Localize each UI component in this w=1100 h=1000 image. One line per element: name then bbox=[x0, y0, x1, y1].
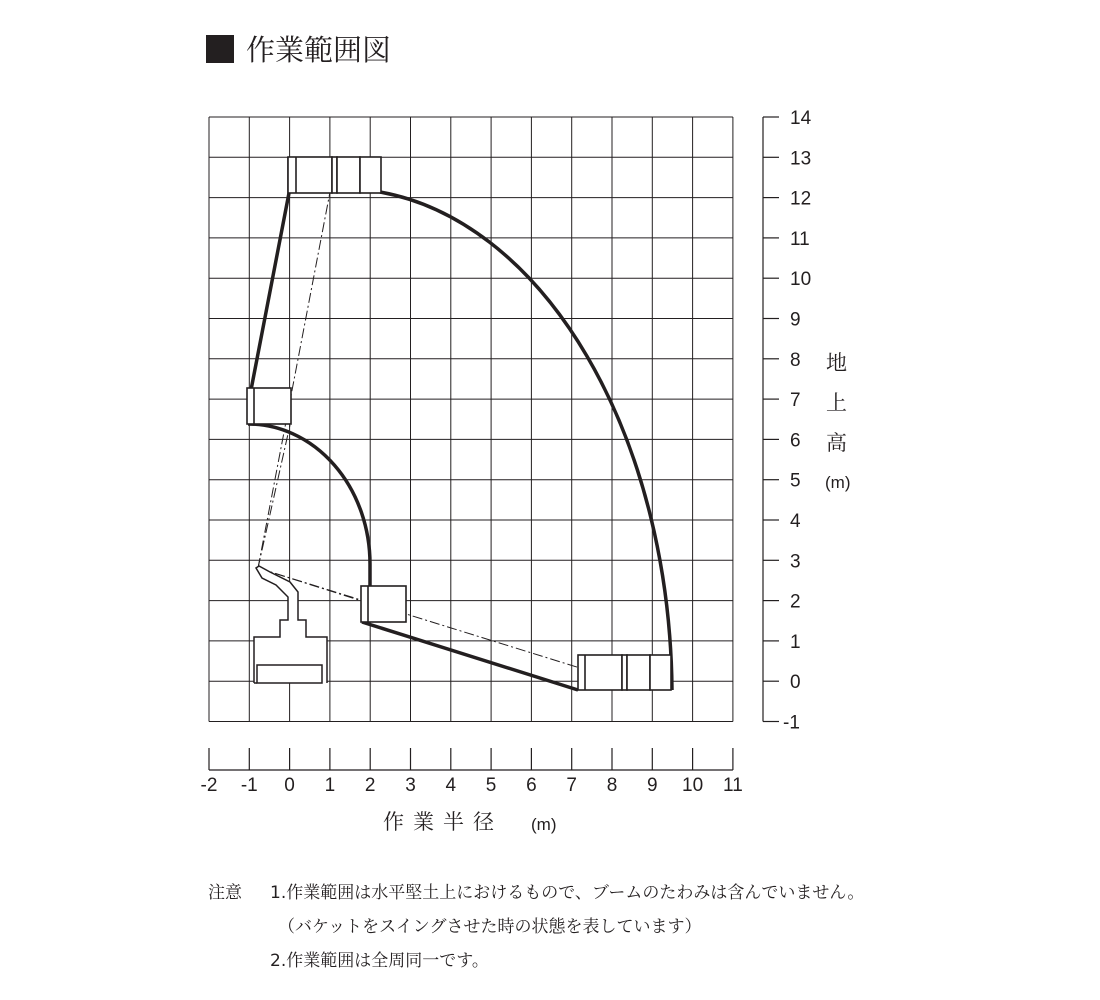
x-axis-title: 作業半径 bbox=[383, 810, 503, 834]
bucket-inner bbox=[361, 586, 406, 622]
height-tick-label: 5 bbox=[790, 470, 801, 492]
radius-tick-label: 0 bbox=[284, 775, 295, 796]
work-envelope bbox=[248, 157, 672, 690]
height-tick-label: 9 bbox=[790, 309, 801, 331]
radius-tick-label: 2 bbox=[364, 775, 376, 796]
radius-tick-label: -1 bbox=[240, 775, 258, 796]
title-text: 作業範囲図 bbox=[246, 33, 392, 67]
boom-line-top bbox=[258, 192, 330, 568]
radius-tick-label: 9 bbox=[647, 775, 658, 796]
height-tick-label: 10 bbox=[790, 269, 812, 291]
height-tick-label: 7 bbox=[790, 390, 801, 412]
height-tick-label: 12 bbox=[790, 188, 812, 210]
radius-tick-label: 6 bbox=[526, 775, 537, 796]
boom-line-left bbox=[258, 425, 290, 568]
radius-tick-label: 7 bbox=[566, 775, 577, 796]
height-tick-label: 13 bbox=[790, 148, 812, 170]
radius-tick-label: 11 bbox=[723, 775, 743, 796]
bucket-top bbox=[288, 157, 381, 193]
radius-tick-label: 5 bbox=[485, 775, 497, 796]
radius-tick-label: -2 bbox=[200, 775, 218, 796]
radius-tick-label: 3 bbox=[405, 775, 416, 796]
radius-tick-label: 10 bbox=[682, 775, 704, 796]
radius-tick-label: 4 bbox=[445, 775, 457, 796]
bucket-left bbox=[247, 388, 291, 424]
notes bbox=[208, 876, 864, 978]
height-tick-label: 8 bbox=[790, 349, 801, 371]
height-tick-label: 6 bbox=[790, 430, 801, 452]
height-tick-label: 11 bbox=[790, 228, 810, 250]
y-axis-title-char-1: 地 bbox=[826, 351, 847, 375]
notes-label: 注意 bbox=[208, 883, 242, 903]
height-tick-label: 0 bbox=[790, 672, 801, 694]
radius-tick-label: 1 bbox=[324, 775, 336, 796]
height-tick-label: 14 bbox=[790, 108, 812, 129]
y-axis-unit: (m) bbox=[825, 473, 851, 492]
note-1: 1.作業範囲は水平堅土上におけるもので、ブームのたわみは含んでいません。 bbox=[270, 883, 865, 903]
radius-tick-label: 8 bbox=[606, 775, 618, 796]
radius-scale bbox=[201, 748, 743, 796]
note-1-sub: （バケットをスイングさせた時の状態を表しています） bbox=[278, 917, 702, 937]
height-tick-label: 4 bbox=[790, 511, 801, 532]
vehicle-icon bbox=[254, 566, 327, 683]
y-axis-title-char-3: 高 bbox=[826, 431, 847, 455]
height-scale bbox=[763, 108, 812, 734]
height-tick-label: -1 bbox=[783, 712, 800, 734]
x-axis-unit: (m) bbox=[531, 815, 557, 834]
bucket-far bbox=[578, 655, 671, 690]
height-tick-label: 3 bbox=[790, 551, 801, 573]
y-axis-title-char-2: 上 bbox=[826, 391, 847, 415]
height-tick-label: 1 bbox=[790, 631, 801, 653]
height-tick-label: 2 bbox=[790, 591, 801, 613]
note-2: 2.作業範囲は全周同一です。 bbox=[270, 951, 489, 971]
